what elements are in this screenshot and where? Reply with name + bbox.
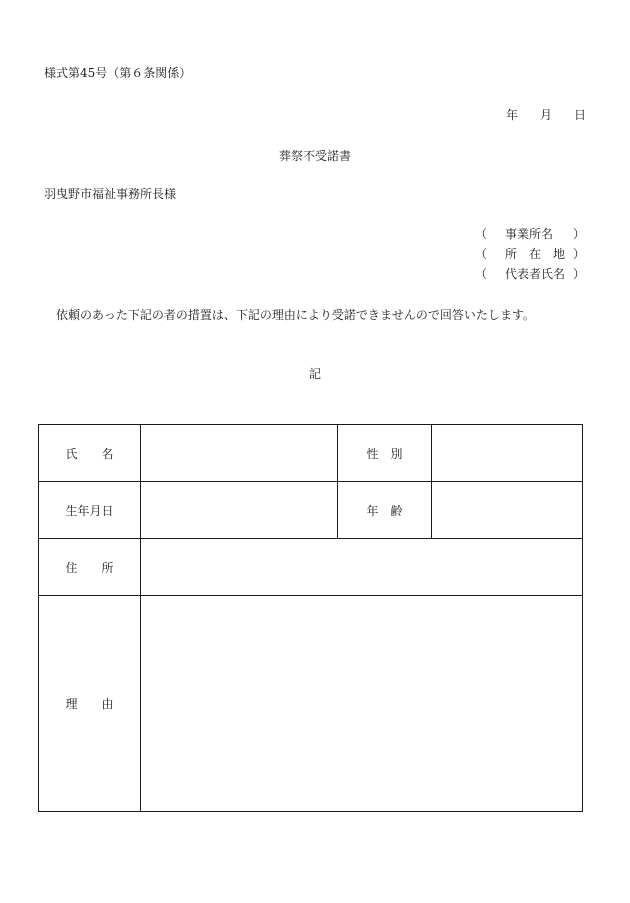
date-day: 日	[573, 108, 586, 122]
addressee: 羽曳野市福祉事務所長様	[44, 187, 177, 201]
paren-close: ）	[572, 227, 585, 241]
row-reason	[39, 596, 583, 812]
row-name-sex	[39, 425, 583, 482]
record-table	[38, 424, 583, 812]
reason-label: 理 由	[39, 596, 141, 812]
row-birthdate-age	[39, 482, 583, 539]
sender-label: 所 在 地	[505, 247, 566, 261]
date-month: 月	[539, 108, 552, 122]
sex-field[interactable]	[432, 425, 583, 482]
paren-close: ）	[572, 247, 585, 261]
name-label: 氏 名	[39, 425, 141, 482]
paren-open: （	[475, 247, 488, 261]
birthdate-field[interactable]	[141, 482, 338, 539]
sex-label: 性 別	[338, 425, 432, 482]
row-address	[39, 539, 583, 596]
sender-label: 代表者氏名	[505, 267, 566, 281]
sender-label: 事業所名	[505, 227, 554, 241]
address-label: 住 所	[39, 539, 141, 596]
paren-open: （	[475, 227, 488, 241]
form-number: 様式第45号（第６条関係）	[44, 66, 192, 80]
age-field[interactable]	[432, 482, 583, 539]
birthdate-label: 生年月日	[39, 482, 141, 539]
body-text: 依頼のあった下記の者の措置は、下記の理由により受諾できませんので回答いたします。	[56, 308, 535, 322]
age-label: 年 齢	[338, 482, 432, 539]
paren-open: （	[475, 267, 488, 281]
date-line	[506, 108, 586, 122]
paren-close: ）	[572, 267, 585, 281]
address-field[interactable]	[141, 539, 583, 596]
date-year: 年	[505, 108, 518, 122]
document-title: 葬祭不受諾書	[278, 149, 351, 163]
reason-field[interactable]	[141, 596, 583, 812]
ki-heading: 記	[308, 367, 321, 381]
name-field[interactable]	[141, 425, 338, 482]
